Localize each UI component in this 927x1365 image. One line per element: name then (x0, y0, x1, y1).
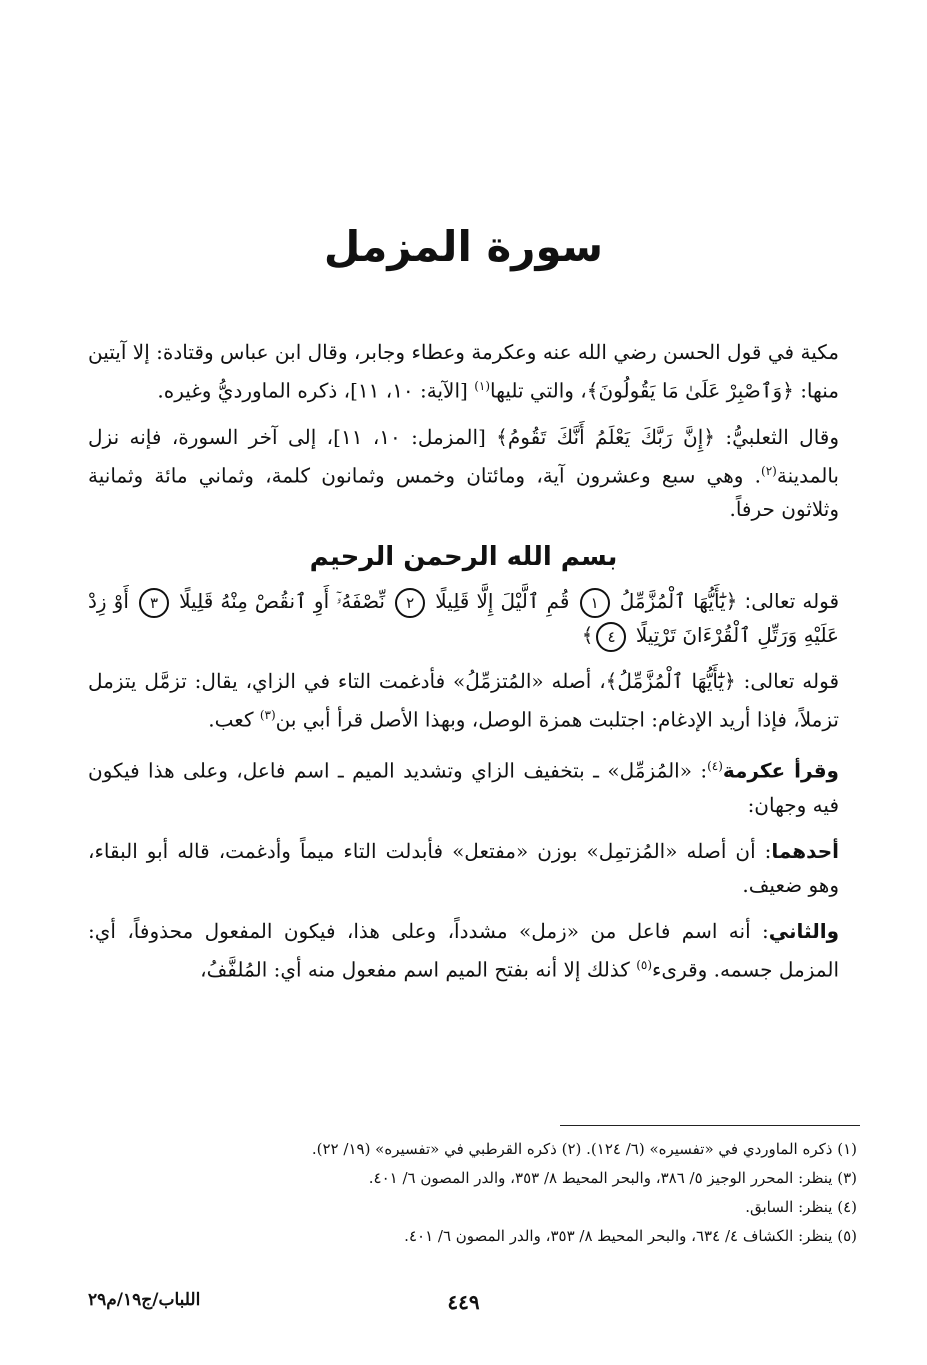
commentary-lead-3: أحدهما (771, 838, 839, 863)
footnote-ref-5: (٥) (636, 957, 653, 972)
ayah-1-text: ﴿يَٰٓأَيُّهَا ٱلْمُزَّمِّلُ (619, 589, 738, 614)
intro-text-1: مكية في قول الحسن رضي الله عنه وعكرمة وعطاء وجابر، وقال ابن عباس وقتادة: إلا آيتين منها: ﴿وَٱصْبِرْ عَلَىٰ مَا يَقُولُونَ﴾، والتي تليها (88, 340, 839, 403)
footnote-item: (٣) ينظر: المحرر الوجيز ٥/ ٣٨٦، والبحر المحيط ٨/ ٣٥٣، والدر المصون ٦/ ٤٠١. (368, 1169, 857, 1187)
footnote-ref-1: (١) (474, 379, 491, 393)
ayah-number-4-icon: ٤ (596, 622, 626, 652)
ayah-number-1-icon: ١ (580, 588, 610, 618)
footnotes (88, 1135, 857, 1251)
footnote-divider (560, 1125, 860, 1126)
commentary-lead-4: والثاني (768, 918, 839, 943)
commentary-paragraph-4 (88, 914, 839, 987)
verse-close-bracket: ﴾ (581, 623, 594, 648)
footnote-ref-3: (٣) (259, 708, 276, 723)
commentary-paragraph-2 (88, 749, 839, 822)
footnote-ref-2: (٢) (761, 463, 777, 478)
commentary-paragraph-3 (88, 834, 839, 902)
verse-block (88, 584, 839, 652)
footnote-item: (١) ذكره الماوردي في «تفسيره» (٦/ ١٢٤). (٢) ذكره القرطبي في «تفسيره» (١٩/ ٢٢). (311, 1140, 857, 1158)
footnote-ref-4: (٤) (707, 758, 723, 773)
ayah-number-2-icon: ٢ (395, 588, 425, 618)
surah-title: سورة المزمل (323, 222, 604, 271)
ayah-2-text: قُمِ ٱلَّيْلَ إِلَّا قَلِيلًا (435, 589, 570, 614)
intro-text-1-end: [الآية: ١٠، ١١]، ذكره الماورديُّ وغيره. (157, 378, 475, 403)
commentary-text-1-end: كعب. (208, 707, 260, 732)
commentary-text-4-end: كذلك إلا أنه بفتح الميم اسم مفعول منه أي: المُلفَّفُ، (200, 957, 637, 982)
intro-text-2: وقال الثعلبيُّ: ﴿إِنَّ رَبَّكَ يَعْلَمُ أَنَّكَ تَقُومُ﴾ [المزمل: ١٠، ١١]، إلى آخر السورة، فإنه نزل بالمدينة (88, 424, 840, 488)
intro-text-2-end: . وهي سبع وعشرون آية، ومائتان وخمس وثمانون كلمة، وثماني مائة وثمانية وثلاثون حرفاً. (88, 463, 839, 522)
commentary-text-3: : أن أصله «المُزتمِل» بوزن «مفتعل» فأبدلت التاء ميماً وأدغمت، قاله أبو البقاء، وهو ضعيف. (88, 838, 839, 897)
main-text (88, 335, 839, 998)
commentary-text-4: : أنه اسم فاعل من «زمل» مشدداً، وعلى هذا، فيكون المفعول محذوفاً، أي: المزمل جسمه. وقرىء (88, 918, 839, 982)
running-head: اللباب/ج١٩/م٢٩ (88, 1290, 201, 1310)
ayah-number-3-icon: ٣ (139, 588, 169, 618)
commentary-text-1: قوله تعالى: ﴿يَٰٓأَيُّهَا ٱلْمُزَّمِّلُ﴾، أصله «المُتزمِّلُ» فأدغمت التاء في الزاي، يقال: تزمَّل يتزمل تزملاً، فإذا أريد الإدغام: اجتلبت همزة الوصل، وبهذا الأصل قرأ أبي بن (88, 669, 839, 732)
commentary-text-2: : «المُزمِّل» ـ بتخفيف الزاي وتشديد الميم ـ اسم فاعل، وعلى هذا فيكون فيه وجهان: (88, 758, 839, 817)
ayah-3-text: نِّصْفَهُۥٓ أَوِ ٱنقُصْ مِنْهُ قَلِيلًا (179, 589, 385, 614)
intro-paragraph-1 (88, 335, 839, 408)
commentary-paragraph-1 (88, 664, 839, 737)
commentary-lead-2: وقرأ عكرمة (722, 758, 839, 783)
ayah-4-text: أَوْ زِدْ عَلَيْهِ وَرَتِّلِ ٱلْقُرْءَانَ تَرْتِيلًا (88, 589, 839, 648)
footnote-item: (٥) ينظر: الكشاف ٤/ ٦٣٤، والبحر المحيط ٨/ ٣٥٣، والدر المصون ٦/ ٤٠١. (404, 1227, 857, 1245)
page-number: ٤٤٩ (447, 1290, 480, 1314)
footnote-item: (٤) ينظر: السابق. (745, 1198, 857, 1216)
page-footer (88, 1290, 839, 1318)
intro-paragraph-2 (88, 420, 839, 527)
verse-lead: قوله تعالى: (737, 589, 840, 614)
basmala-heading: بسم الله الرحمن الرحيم (309, 542, 618, 573)
